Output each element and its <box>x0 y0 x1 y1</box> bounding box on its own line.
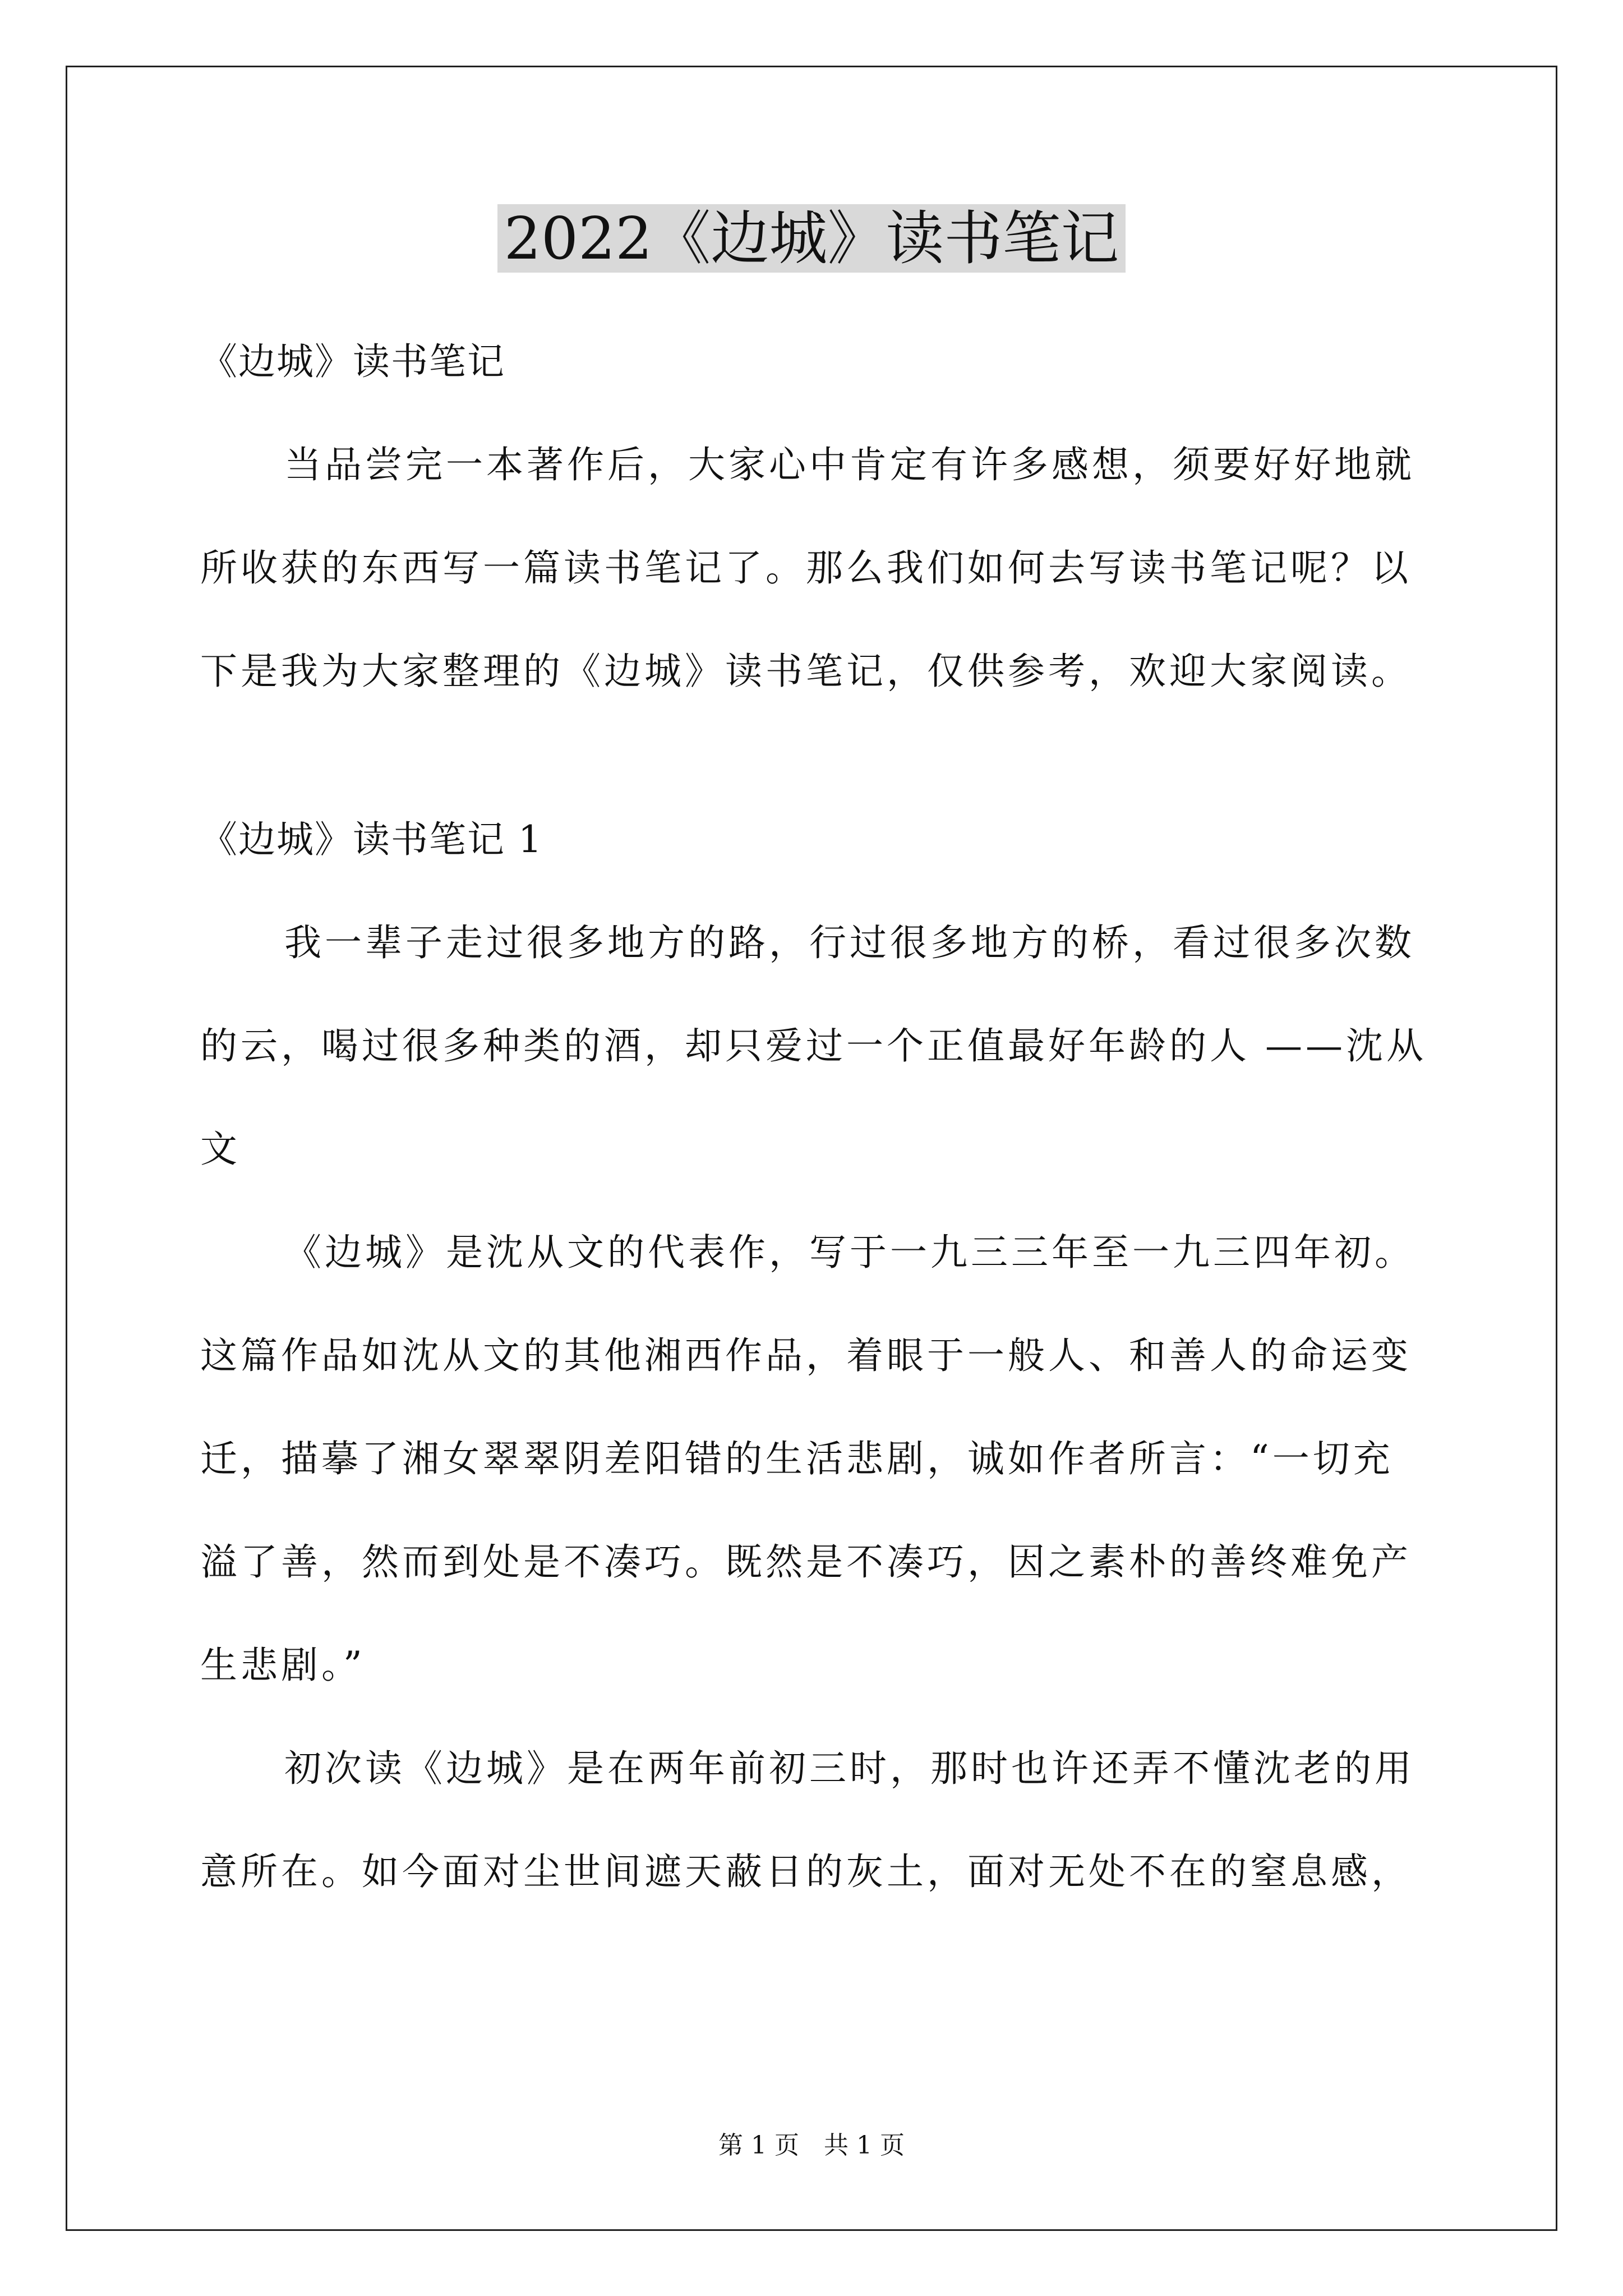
subtitle: 《边城》读书笔记 <box>200 340 505 383</box>
text-line: 文 <box>200 1128 241 1171</box>
section-heading: 《边城》读书笔记 1 <box>200 818 543 861</box>
paragraph-2 <box>200 1225 1428 1694</box>
text-line: 初次读《边城》是在两年前初三时，那时也许还弄不懂沈老的用 <box>284 1747 1415 1790</box>
text-line: 生悲剧。” <box>200 1644 366 1687</box>
text-line: 当品尝完一本著作后，大家心中肯定有许多感想，须要好好地就 <box>284 443 1415 486</box>
document-title-text: 2022《边城》读书笔记 <box>497 204 1126 273</box>
document-body <box>200 334 1428 1900</box>
text-line: 下是我为大家整理的《边城》读书笔记，仅供参考，欢迎大家阅读。 <box>200 650 1412 693</box>
text-line: 迁，描摹了湘女翠翠阴差阳错的生活悲剧，诚如作者所言：“一切充 <box>200 1437 1394 1480</box>
intro-paragraph <box>200 437 1428 700</box>
text-line: 意所在。如今面对尘世间遮天蔽日的灰土，面对无处不在的窒息感， <box>200 1850 1412 1893</box>
paragraph-3 <box>200 1741 1428 1900</box>
text-line: 溢了善，然而到处是不凑巧。既然是不凑巧，因之素朴的善终难免产 <box>200 1540 1412 1584</box>
text-line: 我一辈子走过很多地方的路，行过很多地方的桥，看过很多次数 <box>284 921 1415 964</box>
page-footer: 第 1 页 共 1 页 <box>718 2131 905 2160</box>
text-line: 这篇作品如沈从文的其他湘西作品，着眼于一般人、和善人的命运变 <box>200 1334 1412 1377</box>
text-line: 的云，喝过很多种类的酒，却只爱过一个正值最好年龄的人 ——沈从 <box>200 1024 1427 1068</box>
paragraph-1 <box>200 915 1428 1177</box>
document-title <box>0 199 1623 278</box>
text-line: 所收获的东西写一篇读书笔记了。那么我们如何去写读书笔记呢？以 <box>200 546 1412 590</box>
text-line: 《边城》是沈从文的代表作，写于一九三三年至一九三四年初。 <box>284 1231 1415 1274</box>
